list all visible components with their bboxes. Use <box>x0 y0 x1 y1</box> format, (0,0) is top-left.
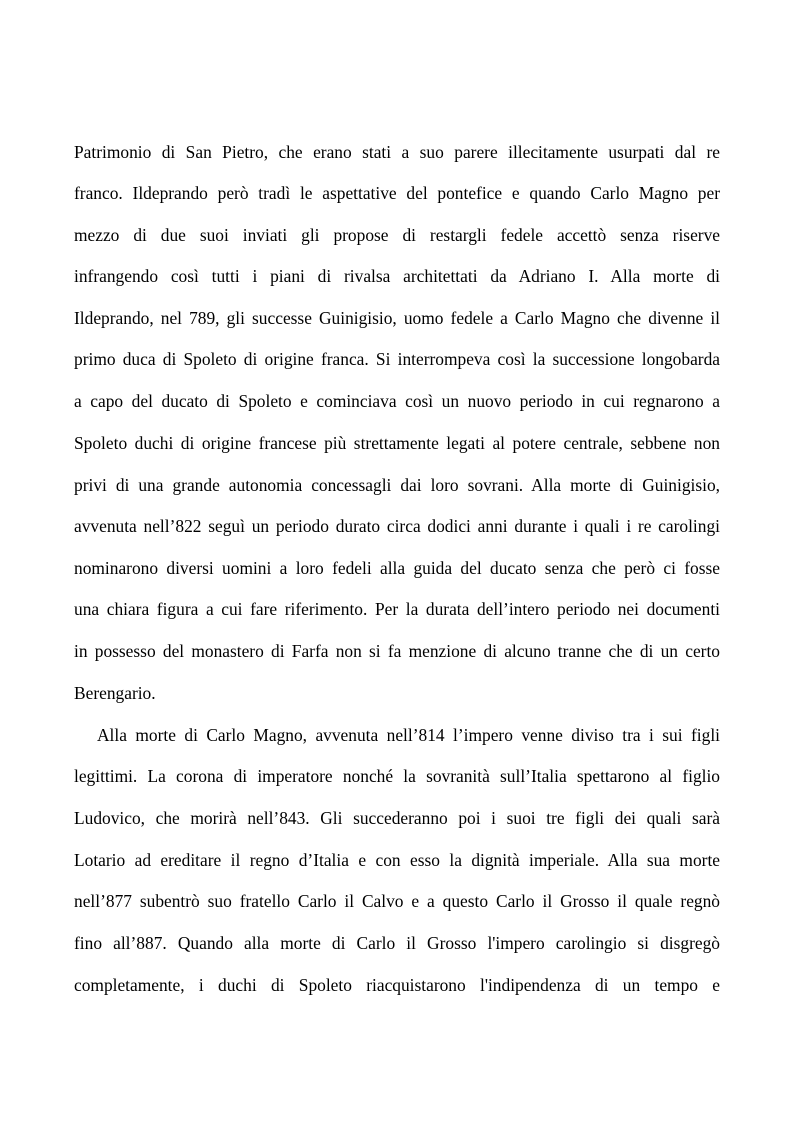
text-line: nominarono diversi uomini a loro fedeli alla guida del ducato senza che però ci fosse <box>74 558 720 578</box>
text-line: Spoleto duchi di origine francese più strettamente legati al potere centrale, sebbene non <box>74 433 720 453</box>
text-line: avvenuta nell’822 seguì un periodo durato circa dodici anni durante i quali i re carolingi <box>74 516 720 536</box>
text-line: infrangendo così tutti i piani di rivalsa architettati da Adriano I. Alla morte di <box>74 266 720 286</box>
text-line: Patrimonio di San Pietro, che erano stati a suo parere illecitamente usurpati dal re <box>74 142 720 162</box>
text-line: in possesso del monastero di Farfa non si fa menzione di alcuno tranne che di un certo <box>74 641 720 661</box>
text-line: a capo del ducato di Spoleto e cominciava così un nuovo periodo in cui regnarono a <box>74 391 720 411</box>
text-line: franco. Ildeprando però tradì le aspettative del pontefice e quando Carlo Magno per <box>74 183 720 203</box>
text-line: mezzo di due suoi inviati gli propose di restargli fedele accettò senza riserve <box>74 225 720 245</box>
text-line: legittimi. La corona di imperatore nonché la sovranità sull’Italia spettarono al figlio <box>74 766 720 786</box>
paragraph-first-line: Alla morte di Carlo Magno, avvenuta nell’814 l’impero venne diviso tra i sui figli <box>97 725 720 745</box>
text-line: privi di una grande autonomia concessagli dai loro sovrani. Alla morte di Guinigisio, <box>74 475 720 495</box>
text-line: completamente, i duchi di Spoleto riacquistarono l'indipendenza di un tempo e <box>74 975 720 995</box>
text-line: nell’877 subentrò suo fratello Carlo il Calvo e a questo Carlo il Grosso il quale regnò <box>74 891 720 911</box>
text-line: primo duca di Spoleto di origine franca. Si interrompeva così la successione longobarda <box>74 349 720 369</box>
text-line: Berengario. <box>74 683 156 703</box>
text-line: Ildeprando, nel 789, gli successe Guinigisio, uomo fedele a Carlo Magno che divenne il <box>74 308 720 328</box>
text-line: Ludovico, che morirà nell’843. Gli succederanno poi i suoi tre figli dei quali sarà <box>74 808 720 828</box>
text-line: una chiara figura a cui fare riferimento. Per la durata dell’intero periodo nei documenti <box>74 599 720 619</box>
text-line: Lotario ad ereditare il regno d’Italia e con esso la dignità imperiale. Alla sua morte <box>74 850 720 870</box>
text-line: fino all’887. Quando alla morte di Carlo il Grosso l'impero carolingio si disgregò <box>74 933 720 953</box>
